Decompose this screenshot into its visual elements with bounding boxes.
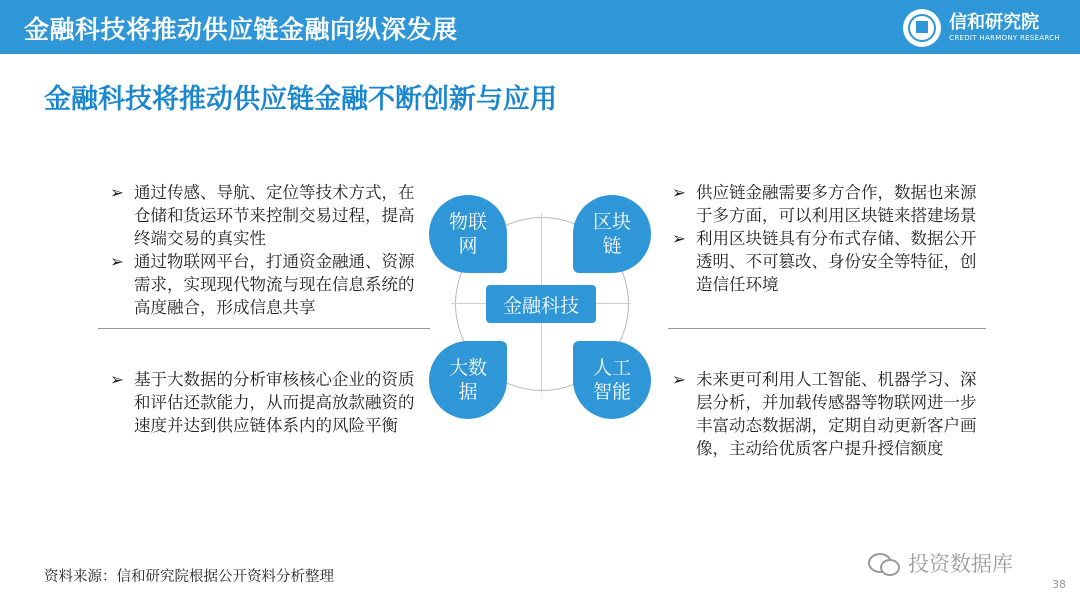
- divider-right: [668, 328, 986, 329]
- petal-iot: [429, 195, 507, 273]
- petal-label: 物联网: [448, 211, 487, 257]
- bullet-item: [672, 181, 982, 227]
- logo-english-name: CREDIT HARMONY RESEARCH: [949, 34, 1060, 42]
- arrow-bullet-icon: ➢: [672, 183, 686, 202]
- bullet-item: [110, 368, 430, 437]
- bullet-text: 通过传感、导航、定位等技术方式，在仓储和货运环节来控制交易过程，提高终端交易的真实性: [134, 183, 415, 248]
- section-heading: 金融科技将推动供应链金融不断创新与应用: [44, 84, 557, 115]
- bullet-item: [110, 250, 430, 319]
- arrow-bullet-icon: ➢: [672, 370, 686, 389]
- bullet-text: 基于大数据的分析审核核心企业的资质和评估还款能力，从而提高放款融资的速度并达到供应链体系内的风险平衡: [134, 370, 415, 435]
- bullet-item: [672, 368, 987, 460]
- header-bar: [0, 0, 1080, 54]
- petal-label: 人工智能: [592, 357, 631, 403]
- logo: [903, 6, 1060, 50]
- petal-ai: [573, 341, 651, 419]
- arrow-bullet-icon: ➢: [110, 370, 124, 389]
- text-block-blockchain: [672, 181, 982, 296]
- bullet-text: 供应链金融需要多方合作，数据也来源于多方面，可以利用区块链来搭建场景: [696, 183, 977, 225]
- center-label-fintech: 金融科技: [486, 285, 596, 323]
- fintech-diagram: [425, 195, 665, 425]
- bullet-text: 利用区块链具有分布式存储、数据公开透明、不可篡改、身份安全等特征，创造信任环境: [696, 229, 977, 294]
- text-block-ai: [672, 368, 987, 460]
- arrow-bullet-icon: ➢: [110, 183, 124, 202]
- petal-blockchain: [573, 195, 651, 273]
- petal-big-data: [429, 341, 507, 419]
- petal-label: 区块链: [592, 211, 631, 257]
- logo-name: 信和研究院: [949, 12, 1040, 33]
- source-note: 资料来源：信和研究院根据公开资料分析整理: [44, 569, 334, 585]
- text-block-iot: [110, 181, 430, 319]
- bullet-item: [672, 227, 982, 296]
- watermark: [868, 548, 1013, 578]
- text-block-big-data: [110, 368, 430, 437]
- logo-seal-icon: [903, 9, 941, 47]
- divider-left: [98, 328, 430, 329]
- petal-label: 大数据: [448, 357, 487, 403]
- page-title: 金融科技将推动供应链金融向纵深发展: [24, 15, 458, 44]
- bullet-item: [110, 181, 430, 250]
- page-number: 38: [1052, 578, 1066, 591]
- wechat-icon: [868, 551, 902, 575]
- arrow-bullet-icon: ➢: [672, 229, 686, 248]
- bullet-text: 未来更可利用人工智能、机器学习、深层分析，并加载传感器等物联网进一步丰富动态数据湖，定期自动更新客户画像，主动给优质客户提升授信额度: [696, 370, 977, 458]
- arrow-bullet-icon: ➢: [110, 252, 124, 271]
- watermark-text: 投资数据库: [908, 552, 1013, 576]
- bullet-text: 通过物联网平台，打通资金融通、资源需求，实现现代物流与现在信息系统的高度融合，形成信息共享: [134, 252, 415, 317]
